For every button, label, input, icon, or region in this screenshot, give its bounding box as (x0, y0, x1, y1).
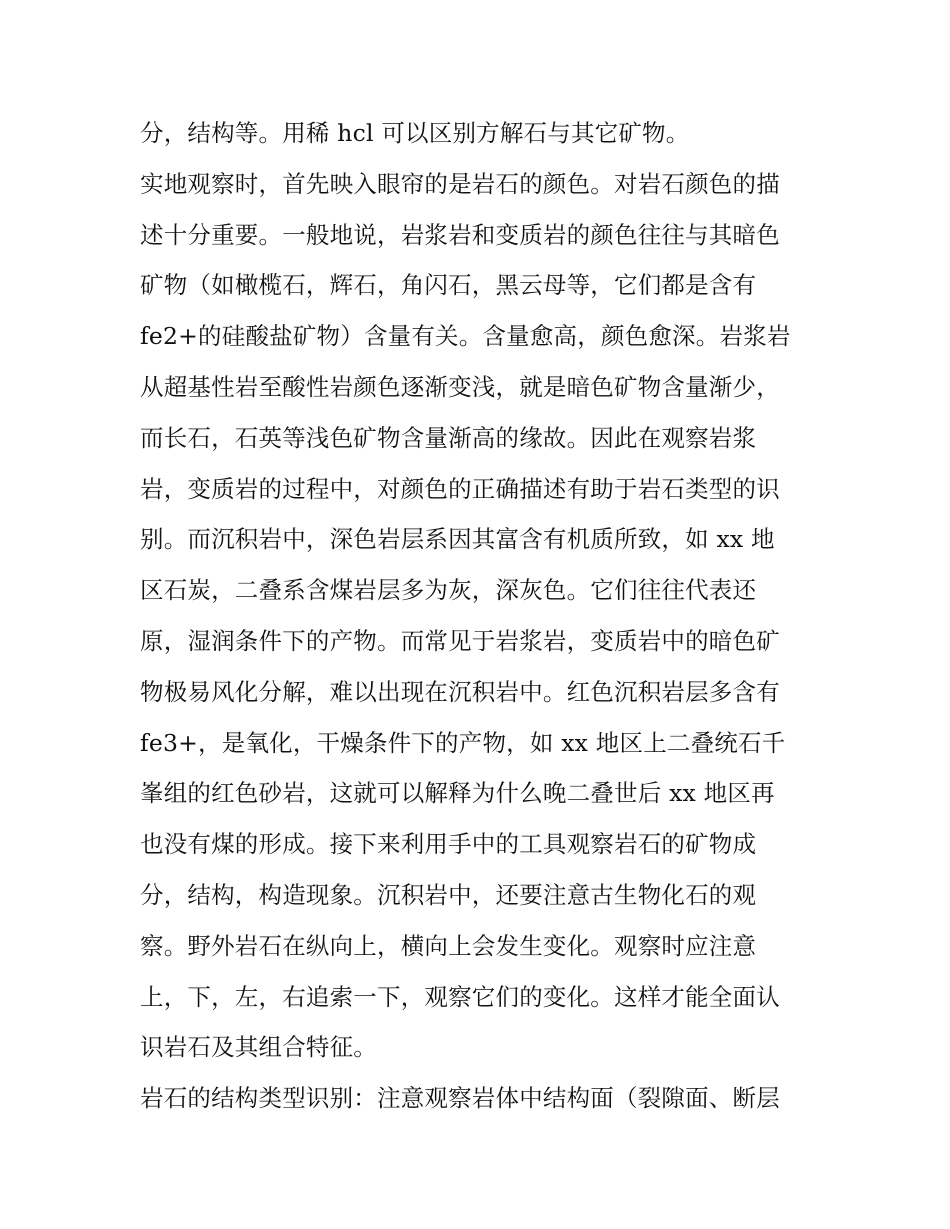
text-line: 岩石的结构类型识别：注意观察岩体中结构面（裂隙面、断层 (140, 1084, 780, 1113)
text-line: 述十分重要。一般地说，岩浆岩和变质岩的颜色往往与其暗色 (140, 220, 780, 249)
text-line: fe3+，是氧化，干燥条件下的产物，如 xx 地区上二叠统石千 (140, 728, 786, 757)
text-line: 而长石，石英等浅色矿物含量渐高的缘故。因此在观察岩浆 (140, 423, 757, 452)
document-body (140, 108, 820, 1124)
text-line: 原，湿润条件下的产物。而常见于岩浆岩，变质岩中的暗色矿 (140, 626, 780, 655)
text-line: fe2+的硅酸盐矿物）含量有关。含量愈高，颜色愈深。岩浆岩 (140, 322, 791, 351)
text-line: 也没有煤的形成。接下来利用手中的工具观察岩石的矿物成 (140, 830, 757, 859)
text-line: 矿物（如橄榄石，辉石，角闪石，黑云母等，它们都是含有 (140, 271, 757, 300)
text-line: 区石炭，二叠系含煤岩层多为灰，深灰色。它们往往代表还 (140, 576, 757, 605)
text-line: 实地观察时，首先映入眼帘的是岩石的颜色。对岩石颜色的描 (140, 169, 780, 198)
text-line: 识岩石及其组合特征。 (140, 1033, 377, 1062)
text-line: 分，结构等。用稀 hcl 可以区别方解石与其它矿物。 (140, 119, 690, 147)
text-line: 峯组的红色砂岩，这就可以解释为什么晚二叠世后 xx 地区再 (140, 779, 775, 808)
text-line: 岩，变质岩的过程中，对颜色的正确描述有助于岩石类型的识 (140, 474, 780, 503)
text-line: 从超基性岩至酸性岩颜色逐渐变浅，就是暗色矿物含量渐少， (140, 372, 780, 401)
text-line: 别。而沉积岩中，深色岩层系因其富含有机质所致，如 xx 地 (140, 525, 775, 554)
text-line: 物极易风化分解，难以出现在沉积岩中。红色沉积岩层多含有 (140, 677, 780, 706)
text-line: 察。野外岩石在纵向上，横向上会发生变化。观察时应注意 (140, 931, 757, 960)
text-line: 上，下，左，右追索一下，观察它们的变化。这样才能全面认 (140, 982, 780, 1011)
text-line: 分，结构，构造现象。沉积岩中，还要注意古生物化石的观 (140, 880, 757, 909)
